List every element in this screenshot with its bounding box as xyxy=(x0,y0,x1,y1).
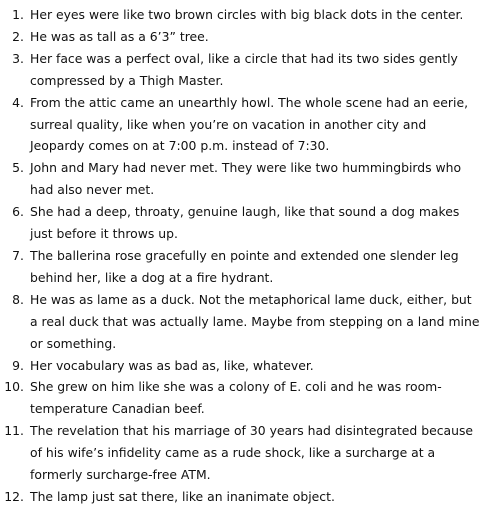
list-item xyxy=(0,355,484,377)
item-text: From the attic came an unearthly howl. The whole scene had an eerie, surreal quality, like when you’re on vacation in another city and Jeopardy comes on at 7:00 p.m. instead of 7:30. xyxy=(30,94,469,154)
list-item xyxy=(0,48,484,92)
item-number: 5. xyxy=(12,160,24,176)
list-item xyxy=(0,245,484,289)
item-number: 8. xyxy=(12,291,24,307)
list-item xyxy=(0,420,484,486)
item-text: He was as tall as a 6’3” tree. xyxy=(30,28,209,44)
list-item xyxy=(0,4,484,26)
item-text: The revelation that his marriage of 30 years had disintegrated because of his wife’s infidelity came as a rude shock, like a surcharge at a formerly surcharge-free ATM. xyxy=(30,423,474,483)
item-text: Her eyes were like two brown circles with big black dots in the center. xyxy=(30,7,464,22)
item-number: 11. xyxy=(4,423,24,439)
list-item xyxy=(0,376,484,420)
list-item xyxy=(0,157,484,201)
item-number: 3. xyxy=(12,50,24,66)
list-item xyxy=(0,92,484,158)
item-number: 2. xyxy=(12,28,24,44)
item-text: Her face was a perfect oval, like a circle that had its two sides gently compressed by a Thigh Master. xyxy=(30,50,458,88)
item-text: She grew on him like she was a colony of E. coli and he was room-temperature Canadian beef. xyxy=(30,379,442,417)
list-item xyxy=(0,201,484,245)
item-number: 6. xyxy=(12,204,24,220)
item-text: Her vocabulary was as bad as, like, whatever. xyxy=(30,357,314,373)
item-text: She had a deep, throaty, genuine laugh, like that sound a dog makes just before it throws up. xyxy=(30,204,460,242)
numbered-list xyxy=(0,4,484,508)
item-number: 10. xyxy=(4,379,24,395)
item-text: He was as lame as a duck. Not the metaphorical lame duck, either, but a real duck that was actually lame. Maybe from stepping on a land mine or something. xyxy=(30,291,480,351)
item-number: 1. xyxy=(12,7,24,22)
item-text: The lamp just sat there, like an inanimate object. xyxy=(30,488,335,504)
list-item xyxy=(0,26,484,48)
item-text: John and Mary had never met. They were like two hummingbirds who had also never met. xyxy=(30,160,462,198)
list-item xyxy=(0,486,484,508)
item-number: 12. xyxy=(4,488,24,504)
item-text: The ballerina rose gracefully en pointe and extended one slender leg behind her, like a dog at a fire hydrant. xyxy=(30,247,459,285)
item-number: 7. xyxy=(12,247,24,263)
item-number: 4. xyxy=(12,94,24,110)
list-item xyxy=(0,289,484,355)
item-number: 9. xyxy=(12,357,24,373)
